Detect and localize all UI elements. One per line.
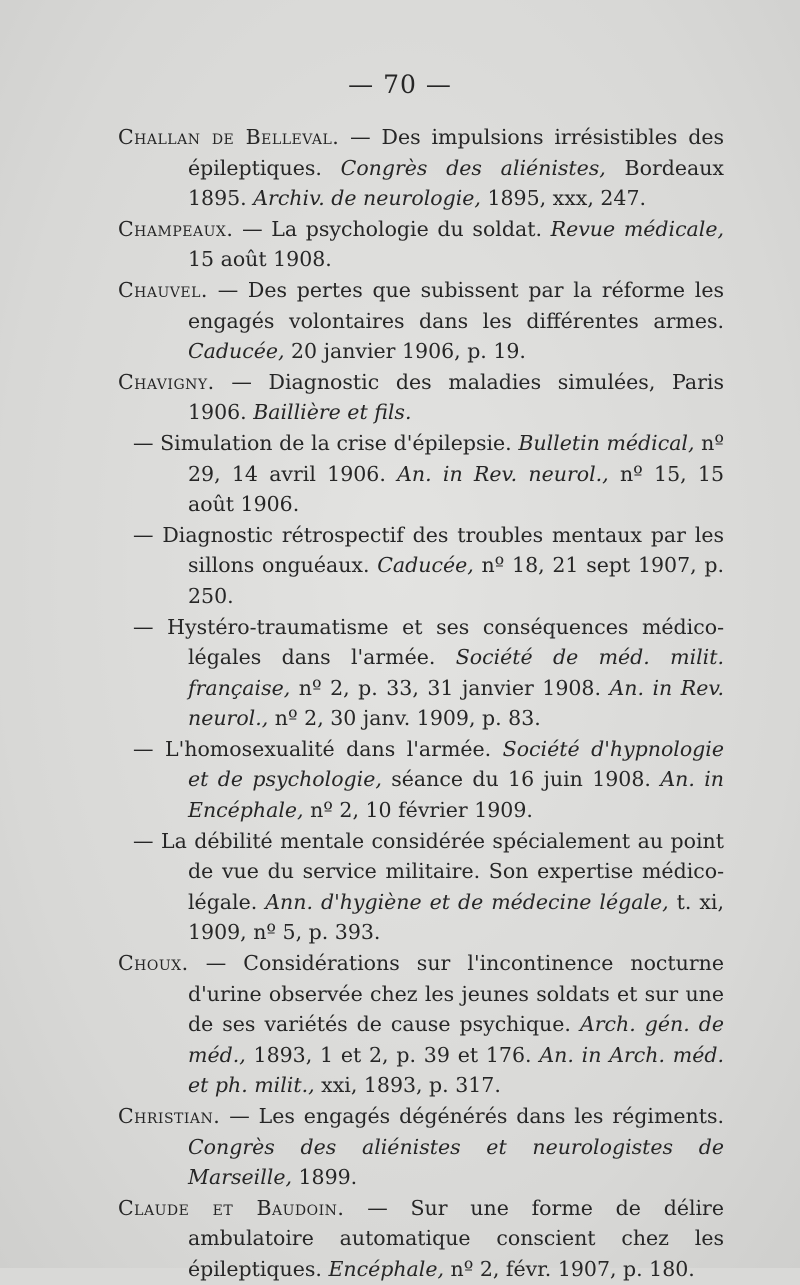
- entry-source-title: Archiv. de neurologie,: [253, 186, 481, 211]
- entry-text: — La psychologie du soldat.: [233, 216, 551, 241]
- entry-source-title: Caducée,: [377, 553, 474, 578]
- entry-author: Claude et Baudoin.: [118, 1195, 345, 1220]
- entry-text: 15 août 1908.: [188, 247, 332, 272]
- entry-author: Choux.: [118, 951, 189, 976]
- entry-text: — Les engagés dégénérés dans les régiments.: [220, 1104, 724, 1128]
- entry-text: t. xi, 1909, nº 5, p. 393.: [188, 889, 724, 945]
- entry-text: xxi, 1893, p. 317.: [314, 1073, 501, 1098]
- entry-text: — L'homosexualité dans l'armée.: [133, 736, 503, 761]
- entry-source-title: Société de méd. milit. française,: [188, 645, 724, 700]
- entry-text: — Diagnostic rétrospectif des troubles mentaux par les sillons onguéaux.: [133, 522, 724, 578]
- entry-text: nº 2, févr. 1907, p. 180.: [443, 1256, 695, 1281]
- entry-text: séance du 16 juin 1908.: [381, 767, 661, 792]
- entry-text: — Sur une forme de délire ambulatoire automatique conscient chez les épileptiques.: [188, 1195, 724, 1281]
- page-number: — 70 —: [348, 70, 452, 99]
- bibliography-entry: [118, 1193, 724, 1285]
- entry-source-title: Baillière et fils.: [253, 400, 412, 425]
- entry-text: 1895, xxx, 247.: [480, 186, 647, 211]
- bibliography-entry: [118, 367, 724, 428]
- bibliography-entry: [118, 122, 724, 214]
- entry-source-title: Revue médicale,: [550, 216, 724, 241]
- entry-source-title: An. in Arch. méd. et ph. milit.,: [188, 1042, 724, 1098]
- entry-text: — Simulation de la crise d'épilepsie.: [133, 430, 519, 455]
- bibliography-entry: [118, 612, 724, 734]
- entry-author: Challan de Belleval.: [118, 125, 340, 149]
- bibliography-entry: [118, 734, 724, 826]
- bibliography-entry: [118, 948, 724, 1101]
- bibliography-list: [118, 122, 724, 1285]
- entry-author: Christian.: [118, 1104, 221, 1128]
- entry-source-title: Congrès des aliénistes et neurologistes de Marseille,: [188, 1134, 724, 1190]
- bibliography-entry: [118, 428, 724, 520]
- entry-text: — La débilité mentale considérée spécialement au point de vue du service militaire. Son expertise médico-légale.: [133, 828, 724, 914]
- entry-text: — Diagnostic des maladies simulées, Paris 1906.: [188, 369, 724, 425]
- entry-author: Champeaux.: [118, 216, 234, 241]
- entry-author: Chauvel.: [118, 277, 208, 302]
- entry-source-title: An. in Rev. neurol.,: [397, 461, 609, 486]
- entry-source-title: Encéphale,: [328, 1256, 444, 1281]
- entry-source-title: An. in Rev. neurol.,: [188, 675, 724, 731]
- entry-text: nº 2, p. 33, 31 janvier 1908.: [290, 675, 610, 700]
- entry-text: — Considérations sur l'incontinence nocturne d'urine observée chez les jeunes soldats et sur une de ses variétés de cause psychique.: [188, 951, 724, 1037]
- bibliography-entry: [118, 214, 724, 275]
- entry-source-title: An. in Encéphale,: [188, 767, 724, 823]
- entry-text: nº 2, 10 février 1909.: [303, 798, 533, 823]
- entry-text: nº 29, 14 avril 1906.: [188, 430, 724, 486]
- bibliography-entry: [118, 520, 724, 612]
- entry-text: Bordeaux 1895.: [188, 155, 724, 211]
- entry-text: — Des pertes que subissent par la réforme les engagés volontaires dans les différentes armes.: [188, 277, 724, 333]
- entry-source-title: Société d'hypnologie et de psychologie,: [188, 736, 724, 792]
- entry-source-title: Bulletin médical,: [518, 430, 695, 455]
- entry-text: nº 2, 30 janv. 1909, p. 83.: [268, 706, 541, 731]
- entry-text: 20 janvier 1906, p. 19.: [284, 339, 526, 364]
- entry-source-title: Caducée,: [188, 339, 285, 364]
- entry-text: 1893, 1 et 2, p. 39 et 176.: [245, 1042, 540, 1067]
- entry-text: nº 18, 21 sept 1907, p. 250.: [188, 553, 725, 608]
- entry-source-title: Ann. d'hygiène et de médecine légale,: [265, 889, 669, 914]
- entry-source-title: Arch. gén. de méd.,: [188, 1012, 724, 1067]
- entry-text: — Hystéro-traumatisme et ses conséquences médico-légales dans l'armée.: [133, 614, 724, 670]
- entry-source-title: Congrès des aliénistes,: [340, 155, 606, 180]
- entry-author: Chavigny.: [118, 369, 215, 394]
- entry-text: nº 15, 15 août 1906.: [188, 461, 724, 517]
- bibliography-entry: [118, 275, 724, 367]
- bibliography-entry: [118, 1101, 724, 1193]
- bibliography-entry: [118, 826, 724, 948]
- entry-text: 1899.: [291, 1165, 358, 1190]
- entry-text: — Des impulsions irrésistibles des épileptiques.: [188, 125, 724, 180]
